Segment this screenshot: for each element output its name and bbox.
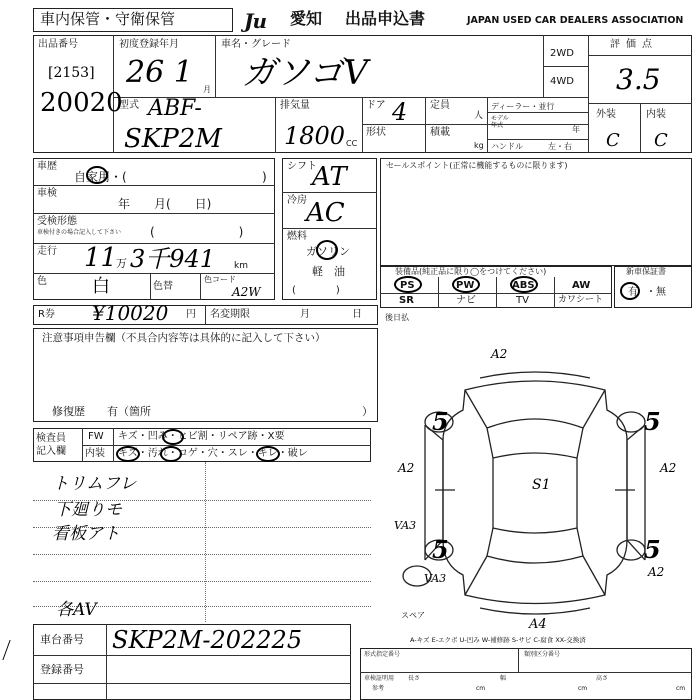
name-change-label: 名変期限 bbox=[210, 309, 250, 320]
repair-close: ） bbox=[362, 405, 373, 418]
model-type-label: 型式 bbox=[119, 100, 139, 111]
caution-label: 注意事項申告欄（不具合内容等は具体的に記入して下さい） bbox=[42, 332, 326, 344]
chassis-value: SKP2M-202225 bbox=[112, 626, 303, 654]
ac-label: 冷房 bbox=[287, 195, 307, 206]
repair-history-label: 修復歴 有（箇所 bbox=[52, 405, 151, 418]
margin-mark bbox=[2, 640, 25, 660]
rating-label: 評価点 bbox=[610, 39, 658, 50]
interior-items: キズ・汚れ・コゲ・穴・スレ・キレ・破レ bbox=[118, 448, 308, 459]
name-change-month: 月 bbox=[300, 309, 310, 320]
sales-points-frame bbox=[380, 158, 692, 266]
dent-circle bbox=[162, 429, 184, 445]
model-prefix: ABF- bbox=[148, 96, 202, 121]
spare-label: スペア bbox=[401, 611, 425, 620]
tire-rear-left: 5 bbox=[432, 535, 449, 564]
cm-label-2: cm bbox=[578, 685, 588, 692]
shift-label: シフト bbox=[287, 161, 317, 172]
first-reg-value: 26 1 bbox=[126, 55, 193, 90]
lot-number-label: 出品番号 bbox=[38, 39, 78, 50]
warranty-circle bbox=[620, 282, 640, 300]
mark-a2-top: A2 bbox=[491, 347, 508, 361]
cm-label-1: cm bbox=[476, 685, 486, 692]
history-close: ) bbox=[262, 170, 267, 184]
reg-no-label: 登録番号 bbox=[40, 663, 84, 676]
cm-label-3: cm bbox=[676, 685, 686, 692]
note-line-2: 下廻りモ bbox=[54, 500, 122, 520]
interior-label: 内装 bbox=[646, 109, 666, 120]
cert-label: 車検証明用 bbox=[364, 675, 395, 682]
eq-pw: PW bbox=[456, 280, 475, 291]
ac-value: AC bbox=[306, 198, 345, 228]
form-title: 出品申込書 bbox=[345, 9, 426, 28]
mileage-man-unit: 万 bbox=[116, 257, 127, 270]
color-value: 白 bbox=[92, 276, 110, 297]
pw-circle bbox=[452, 276, 480, 293]
r-ticket-value: ¥10020 bbox=[92, 301, 169, 325]
tire-front-left: 5 bbox=[432, 407, 449, 436]
eq-leather: カワシート bbox=[558, 295, 604, 305]
form-designation-label: 形式指定番号 bbox=[364, 651, 401, 658]
receipt-note: 車検付きの場合記入して下さい bbox=[37, 229, 122, 236]
rating-value: 3.5 bbox=[616, 63, 661, 96]
yen-label: 円 bbox=[186, 309, 196, 320]
mark-va3-bottom: VA3 bbox=[424, 572, 447, 585]
gasoline-circle bbox=[316, 240, 338, 260]
interior-grade: C bbox=[654, 130, 668, 151]
car-name-value: ガソゴV bbox=[242, 53, 368, 93]
car-name-label: 車名・グレード bbox=[221, 39, 291, 50]
color-label: 色 bbox=[37, 276, 47, 287]
first-reg-month-label: 月 bbox=[203, 85, 211, 94]
fw-items: キズ・凹み・ヒビ割・リペア跡・X要 bbox=[118, 431, 285, 442]
capacity-label: 定員 bbox=[430, 100, 450, 111]
exterior-label: 外装 bbox=[596, 109, 616, 120]
shape-label: 形状 bbox=[366, 127, 386, 138]
ps-circle bbox=[394, 276, 422, 293]
kg-label: kg bbox=[474, 141, 484, 150]
warranty-label: 新車保証書 bbox=[626, 267, 666, 276]
dealer-label: ディーラー・並行 bbox=[491, 102, 555, 111]
color-code-value: A2W bbox=[232, 285, 261, 299]
displacement-label: 排気量 bbox=[280, 100, 310, 111]
inspector-label: 検査員 記入欄 bbox=[36, 433, 66, 457]
eq-abs: ABS bbox=[512, 280, 535, 291]
r-ticket-label: R券 bbox=[38, 309, 55, 320]
mark-a2-bottomright: A2 bbox=[648, 565, 665, 579]
wear-circle bbox=[256, 446, 280, 462]
lot-number-value: 20020 bbox=[40, 88, 123, 118]
load-label: 積載 bbox=[430, 127, 450, 138]
chassis-label: 車台番号 bbox=[40, 633, 84, 646]
year-label: 年 bbox=[572, 125, 580, 134]
scratch-circle bbox=[116, 446, 140, 462]
color-change-label: 色替 bbox=[153, 281, 173, 292]
mark-va3-left: VA3 bbox=[394, 519, 417, 532]
height-label: 高さ bbox=[596, 675, 609, 682]
width-label: 幅 bbox=[500, 675, 507, 682]
cc-label: CC bbox=[346, 139, 358, 148]
doors-value: 4 bbox=[392, 98, 408, 126]
fuel-gasoline: ガソリン bbox=[306, 245, 350, 258]
handle-label: ハンドル bbox=[491, 142, 523, 151]
interior-short-label: 内装 bbox=[85, 448, 105, 459]
dirt-circle bbox=[160, 446, 182, 462]
ref-label: 参考 bbox=[372, 685, 385, 692]
later-install-label: 後日払 bbox=[385, 313, 409, 322]
note-line-1: トリムフレ bbox=[52, 474, 137, 494]
drive-4wd: 4WD bbox=[550, 76, 574, 87]
first-reg-label: 初度登録年月 bbox=[119, 39, 179, 50]
receipt-label: 受検形態 bbox=[37, 216, 77, 227]
model-year-label: モデル 年式 bbox=[491, 115, 509, 129]
model-code: SKP2M bbox=[124, 124, 222, 154]
mileage-label: 走行 bbox=[37, 246, 57, 257]
eq-aw: AW bbox=[572, 280, 591, 291]
mileage-rest-value: 3千941 bbox=[130, 245, 216, 273]
private-use-circle bbox=[86, 166, 108, 184]
mark-a2-left: A2 bbox=[398, 461, 415, 475]
fw-label: FW bbox=[88, 431, 104, 442]
tire-rear-right: 5 bbox=[644, 535, 661, 564]
eq-tv: TV bbox=[516, 295, 529, 306]
association-name: JAPAN USED CAR DEALERS ASSOCIATION bbox=[467, 15, 684, 26]
handle-lr: 左・右 bbox=[548, 142, 572, 151]
fuel-paren: ( ) bbox=[292, 285, 340, 296]
warranty-yes: 有 bbox=[628, 287, 638, 298]
history-label: 車歴 bbox=[37, 161, 57, 172]
mark-s1: S1 bbox=[532, 477, 551, 493]
ju-logo: Ju bbox=[244, 9, 267, 33]
type-class-label: 類別区分番号 bbox=[524, 651, 561, 658]
inspection-ym: 年 月( 日) bbox=[118, 197, 212, 211]
mark-a2-right: A2 bbox=[660, 461, 677, 475]
exterior-grade: C bbox=[606, 130, 620, 151]
eq-ps: PS bbox=[400, 280, 415, 291]
warranty-no: ・無 bbox=[646, 287, 666, 298]
color-code-label: 色コード bbox=[204, 275, 236, 284]
mileage-man-value: 11 bbox=[84, 243, 118, 273]
org-name: 愛知 bbox=[290, 9, 323, 28]
tire-front-right: 5 bbox=[644, 407, 661, 436]
storage-label: 車内保管・守衛保管 bbox=[40, 10, 176, 28]
receipt-paren: ( ) bbox=[150, 225, 244, 239]
displacement-value: 1800 bbox=[284, 122, 346, 150]
lot-box-value: [2153] bbox=[48, 65, 95, 81]
note-line-4: 各AV bbox=[56, 600, 97, 620]
shift-value: AT bbox=[312, 162, 347, 192]
fuel-diesel: 軽 油 bbox=[312, 265, 345, 278]
history-value: 自家用・( bbox=[74, 170, 127, 184]
eq-sr: SR bbox=[399, 295, 414, 306]
equipment-label: 装備品(純正品に限り◯をつけてください) bbox=[395, 267, 547, 276]
sales-points-label: セールスポイント(正常に機能するものに限ります) bbox=[386, 161, 568, 170]
drive-2wd: 2WD bbox=[550, 48, 574, 59]
name-change-day: 日 bbox=[352, 309, 362, 320]
length-label: 長さ bbox=[408, 675, 421, 682]
fuel-label: 燃料 bbox=[287, 231, 307, 242]
persons-label: 人 bbox=[474, 111, 484, 121]
km-label: km bbox=[234, 261, 248, 271]
mark-a4: A4 bbox=[529, 617, 547, 632]
note-line-3: 看板アト bbox=[52, 524, 120, 544]
inspection-label: 車検 bbox=[37, 188, 57, 199]
abs-circle bbox=[510, 276, 538, 293]
eq-navi: ナビ bbox=[456, 295, 476, 306]
damage-legend: A-キズ E-エクボ U-凹み W-補修跡 S-サビ C-腐食 XX-交換済 bbox=[410, 636, 586, 644]
doors-label: ドア bbox=[366, 100, 386, 111]
